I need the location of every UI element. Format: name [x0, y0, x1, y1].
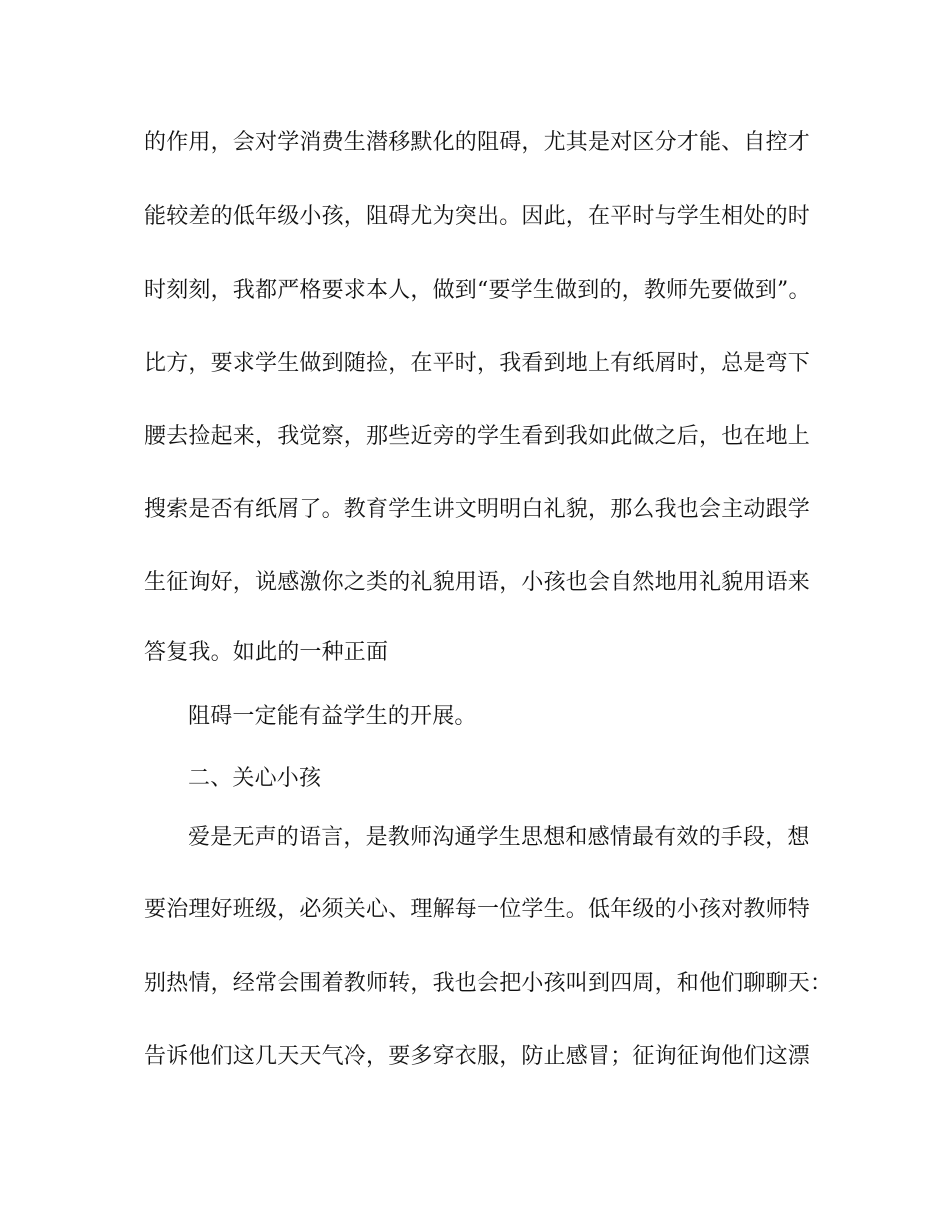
- paragraph-line: 答复我。如此的一种正面: [144, 640, 389, 665]
- paragraph-line: 搜索是否有纸屑了。教育学生讲文明明白礼貌，那么我也会主动跟学: [144, 497, 811, 522]
- paragraph-line: 能较差的低年级小孩，阻碍尤为突出。因此，在平时与学生相处的时: [144, 204, 811, 229]
- paragraph-line: 时刻刻，我都严格要求本人，做到“要学生做到的，教师先要做到”。: [144, 278, 811, 303]
- paragraph-line: 生征询好，说感激你之类的礼貌用语，小孩也会自然地用礼貌用语来: [144, 570, 811, 595]
- paragraph-line: 比方，要求学生做到随捡，在平时，我看到地上有纸屑时，总是弯下: [144, 351, 811, 376]
- paragraph-line: 腰去捡起来，我觉察，那些近旁的学生看到我如此做之后，也在地上: [144, 424, 811, 449]
- section-heading: 二、关心小孩: [188, 766, 322, 791]
- paragraph-line: 阻碍一定能有益学生的开展。: [188, 704, 477, 729]
- paragraph-line: 爱是无声的语言，是教师沟通学生思想和感情最有效的手段，想: [188, 825, 810, 850]
- paragraph-line: 的作用，会对学消费生潜移默化的阻碍，尤其是对区分才能、自控才: [144, 130, 811, 155]
- paragraph-line: 要治理好班级，必须关心、理解每一位学生。低年级的小孩对教师特: [144, 897, 811, 922]
- paragraph-line: 别热情，经常会围着教师转，我也会把小孩叫到四周，和他们聊聊天：: [144, 971, 833, 996]
- paragraph-line: 告诉他们这几天天气冷，要多穿衣服，防止感冒；征询征询他们这漂: [144, 1044, 811, 1069]
